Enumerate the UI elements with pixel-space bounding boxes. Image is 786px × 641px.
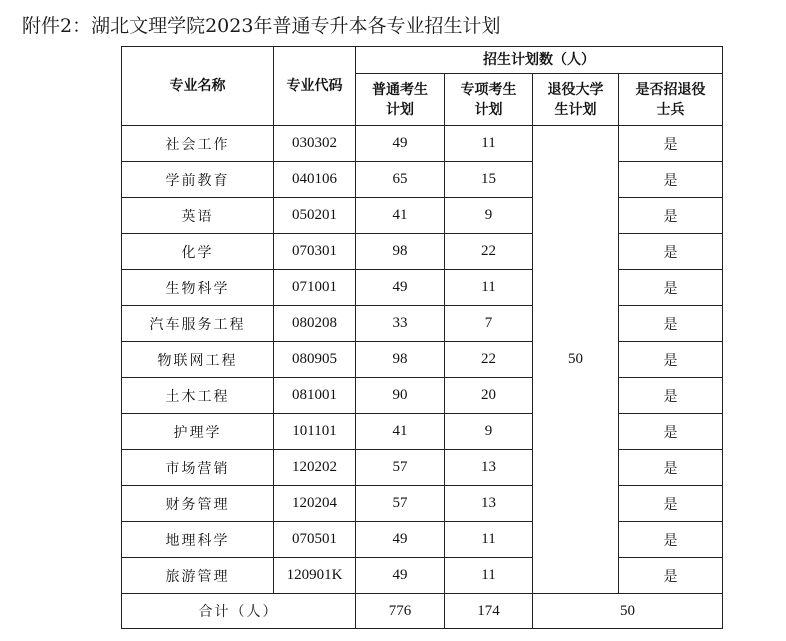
general-plan-cell: 57	[356, 486, 445, 522]
general-plan-cell: 98	[356, 234, 445, 270]
major-name-cell: 财务管理	[122, 486, 274, 522]
veteran-soldier-cell: 是	[619, 306, 723, 342]
table-row	[122, 306, 723, 342]
table-row	[122, 558, 723, 594]
major-code-cell: 120901K	[274, 558, 356, 594]
major-code-cell: 040106	[274, 162, 356, 198]
general-plan-cell: 41	[356, 198, 445, 234]
total-label-cell: 合计（人）	[122, 594, 356, 629]
general-plan-cell: 65	[356, 162, 445, 198]
major-name-cell: 学前教育	[122, 162, 274, 198]
general-plan-cell: 49	[356, 522, 445, 558]
table-row	[122, 450, 723, 486]
major-name-cell: 旅游管理	[122, 558, 274, 594]
veteran-soldier-cell: 是	[619, 162, 723, 198]
veteran-soldier-cell: 是	[619, 486, 723, 522]
major-name-cell: 化学	[122, 234, 274, 270]
special-plan-cell: 11	[445, 126, 533, 162]
table-row	[122, 234, 723, 270]
major-code-cell: 070301	[274, 234, 356, 270]
table-row	[122, 162, 723, 198]
veteran-soldier-cell: 是	[619, 414, 723, 450]
general-plan-cell: 49	[356, 126, 445, 162]
general-plan-cell: 90	[356, 378, 445, 414]
major-name-cell: 土木工程	[122, 378, 274, 414]
header-plan-group: 招生计划数（人）	[356, 47, 723, 74]
veteran-soldier-cell: 是	[619, 378, 723, 414]
total-veteran-cell: 50	[533, 594, 723, 629]
general-plan-cell: 49	[356, 270, 445, 306]
table-row	[122, 126, 723, 162]
major-code-cell: 101101	[274, 414, 356, 450]
header-major-name: 专业名称	[122, 47, 274, 126]
special-plan-cell: 11	[445, 558, 533, 594]
special-plan-cell: 20	[445, 378, 533, 414]
major-name-cell: 英语	[122, 198, 274, 234]
special-plan-cell: 22	[445, 234, 533, 270]
special-plan-cell: 11	[445, 270, 533, 306]
major-name-cell: 汽车服务工程	[122, 306, 274, 342]
header-major-code: 专业代码	[274, 47, 356, 126]
major-code-cell: 070501	[274, 522, 356, 558]
total-general-cell: 776	[356, 594, 445, 629]
veteran-soldier-cell: 是	[619, 558, 723, 594]
major-code-cell: 120202	[274, 450, 356, 486]
special-plan-cell: 9	[445, 198, 533, 234]
table-row	[122, 522, 723, 558]
table-row	[122, 486, 723, 522]
veteran-soldier-cell: 是	[619, 522, 723, 558]
special-plan-cell: 13	[445, 486, 533, 522]
table-row	[122, 270, 723, 306]
veteran-soldier-cell: 是	[619, 198, 723, 234]
major-name-cell: 地理科学	[122, 522, 274, 558]
major-name-cell: 市场营销	[122, 450, 274, 486]
general-plan-cell: 49	[356, 558, 445, 594]
enrollment-plan-table	[121, 46, 723, 629]
total-row	[122, 594, 723, 629]
major-name-cell: 生物科学	[122, 270, 274, 306]
general-plan-cell: 98	[356, 342, 445, 378]
major-code-cell: 080208	[274, 306, 356, 342]
header-veteran-soldier: 是否招退役士兵	[619, 74, 723, 126]
veteran-soldier-cell: 是	[619, 270, 723, 306]
general-plan-cell: 33	[356, 306, 445, 342]
veteran-soldier-cell: 是	[619, 234, 723, 270]
header-special-plan: 专项考生计划	[445, 74, 533, 126]
major-code-cell: 120204	[274, 486, 356, 522]
total-special-cell: 174	[445, 594, 533, 629]
header-veteran-plan: 退役大学生计划	[533, 74, 619, 126]
major-name-cell: 社会工作	[122, 126, 274, 162]
special-plan-cell: 13	[445, 450, 533, 486]
major-name-cell: 物联网工程	[122, 342, 274, 378]
table-row	[122, 342, 723, 378]
special-plan-cell: 9	[445, 414, 533, 450]
page-title: 附件2：湖北文理学院2023年普通专升本各专业招生计划	[22, 15, 501, 37]
general-plan-cell: 41	[356, 414, 445, 450]
special-plan-cell: 7	[445, 306, 533, 342]
major-code-cell: 080905	[274, 342, 356, 378]
major-code-cell: 050201	[274, 198, 356, 234]
table-row	[122, 198, 723, 234]
major-code-cell: 030302	[274, 126, 356, 162]
special-plan-cell: 15	[445, 162, 533, 198]
veteran-plan-cell: 50	[533, 126, 619, 594]
special-plan-cell: 11	[445, 522, 533, 558]
veteran-soldier-cell: 是	[619, 126, 723, 162]
veteran-soldier-cell: 是	[619, 450, 723, 486]
table-row	[122, 414, 723, 450]
general-plan-cell: 57	[356, 450, 445, 486]
special-plan-cell: 22	[445, 342, 533, 378]
veteran-soldier-cell: 是	[619, 342, 723, 378]
major-code-cell: 081001	[274, 378, 356, 414]
header-general-plan: 普通考生计划	[356, 74, 445, 126]
major-code-cell: 071001	[274, 270, 356, 306]
major-name-cell: 护理学	[122, 414, 274, 450]
table-row	[122, 378, 723, 414]
